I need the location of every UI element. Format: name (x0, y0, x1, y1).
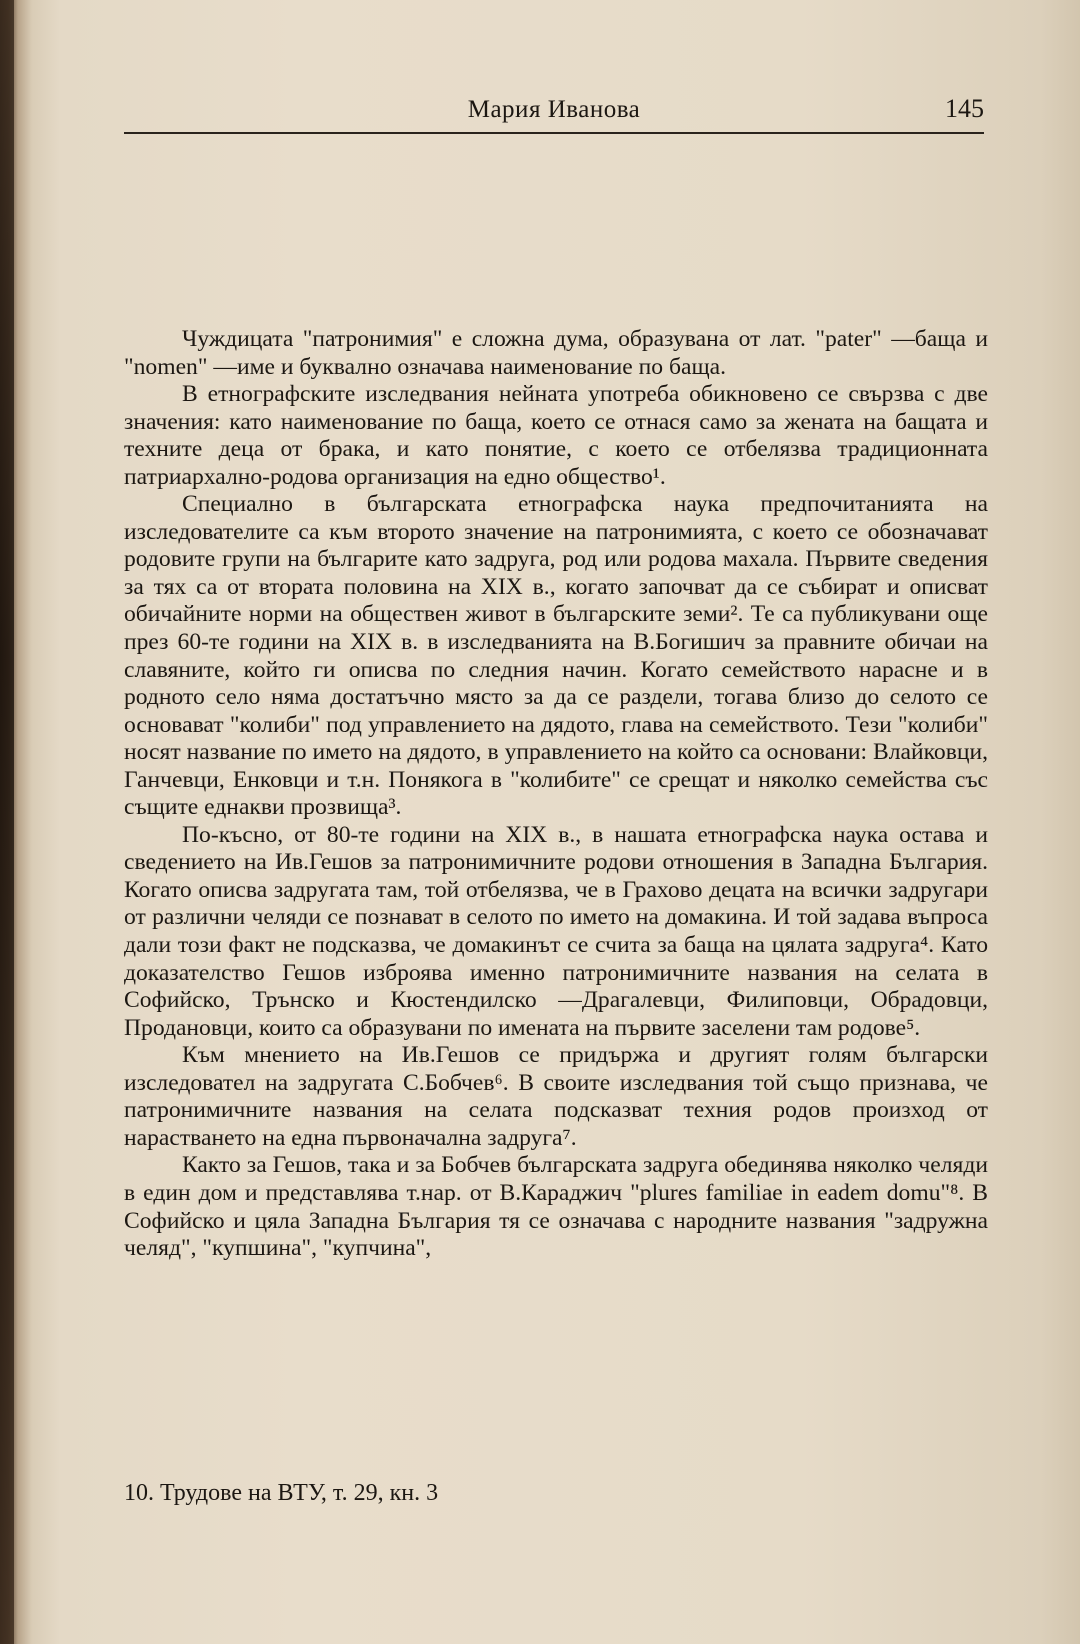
paragraph: Както за Гешов, така и за Бобчев българската задруга обединява няколко челяди в един дом и представлява т.нар. от В.Караджич "plures familiae in eadem domu"⁸. В Софийско и цяла Западна България тя се означава с народните названия "задружна челяд", "купшина", "купчина", (124, 1152, 988, 1262)
paragraph: Специално в българската етнографска наука предпочитанията на изследователите са към второто значение на патронимията, с което се обозначават родовите групи на българите като задруга, род или родова махала. Първите сведения за тях са от втората половина на XIX в., когато започват да се събират и описват обичайните норми на обществен живот в българските земи². Те са публикувани още през 60-те години на XIX в. в изследванията на В.Богишич за правните обичаи на славяните, който ги описва по следния начин. Когато семейството нарасне и в родното село няма достатъчно място за да се раздели, тогава близо до селото се основават "колиби" под управлението на дядото, глава на семейството. Тези "колиби" носят название по името на дядото, в управлението на който са основани: Влайковци, Ганчевци, Енковци и т.н. Понякога в "колибите" се срещат и няколко семейства със същите еднакви прозвища³. (124, 491, 988, 821)
running-head (124, 90, 984, 130)
signature-footer: 10. Трудове на ВТУ, т. 29, кн. 3 (124, 1480, 439, 1506)
paragraph: Чуждицата "патронимия" е сложна дума, образувана от лат. "pater" —баща и "nomen" —име и буквално означава наименование по баща. (124, 326, 988, 380)
paragraph: По-късно, от 80-те години на XIX в., в нашата етнографска наука остава и сведението на Ив.Гешов за патронимичните родови отношения в Западна България. Когато описва задругата там, той отбелязва, че в Грахово децата на всички задругари от различни челяди се познават в селото по името на домакина. И той задава въпроса дали този факт не подсказва, че домакинът се счита за баща на цялата задруга⁴. Като доказателство Гешов изброява именно патронимичните названия на селата в Софийско, Трънско и Кюстендилско —Драгалевци, Филиповци, Обрадовци, Продановци, които са образувани по имената на първите заселени там родове⁵. (124, 821, 988, 1041)
body-text (124, 326, 988, 1263)
page-number: 145 (945, 94, 984, 123)
running-title: Мария Иванова (467, 96, 641, 123)
paragraph: В етнографските изследвания нейната употреба обикновено се свързва с две значения: като наименование по баща, което се отнася само за жената на бащата и техните деца от брака, и като понятие, с което се отбелязва традиционната патриархално-родова организация на едно общество¹. (124, 381, 988, 490)
book-spine-shadow (0, 0, 14, 1644)
header-rule (124, 132, 984, 134)
paragraph: Към мнението на Ив.Гешов се придържа и другият голям български изследовател на задругата С.Бобчев⁶. В своите изследвания той също признава, че патронимичните названия на селата подсказват техния родов произход от нарастването на една първоначална задруга⁷. (124, 1042, 988, 1151)
